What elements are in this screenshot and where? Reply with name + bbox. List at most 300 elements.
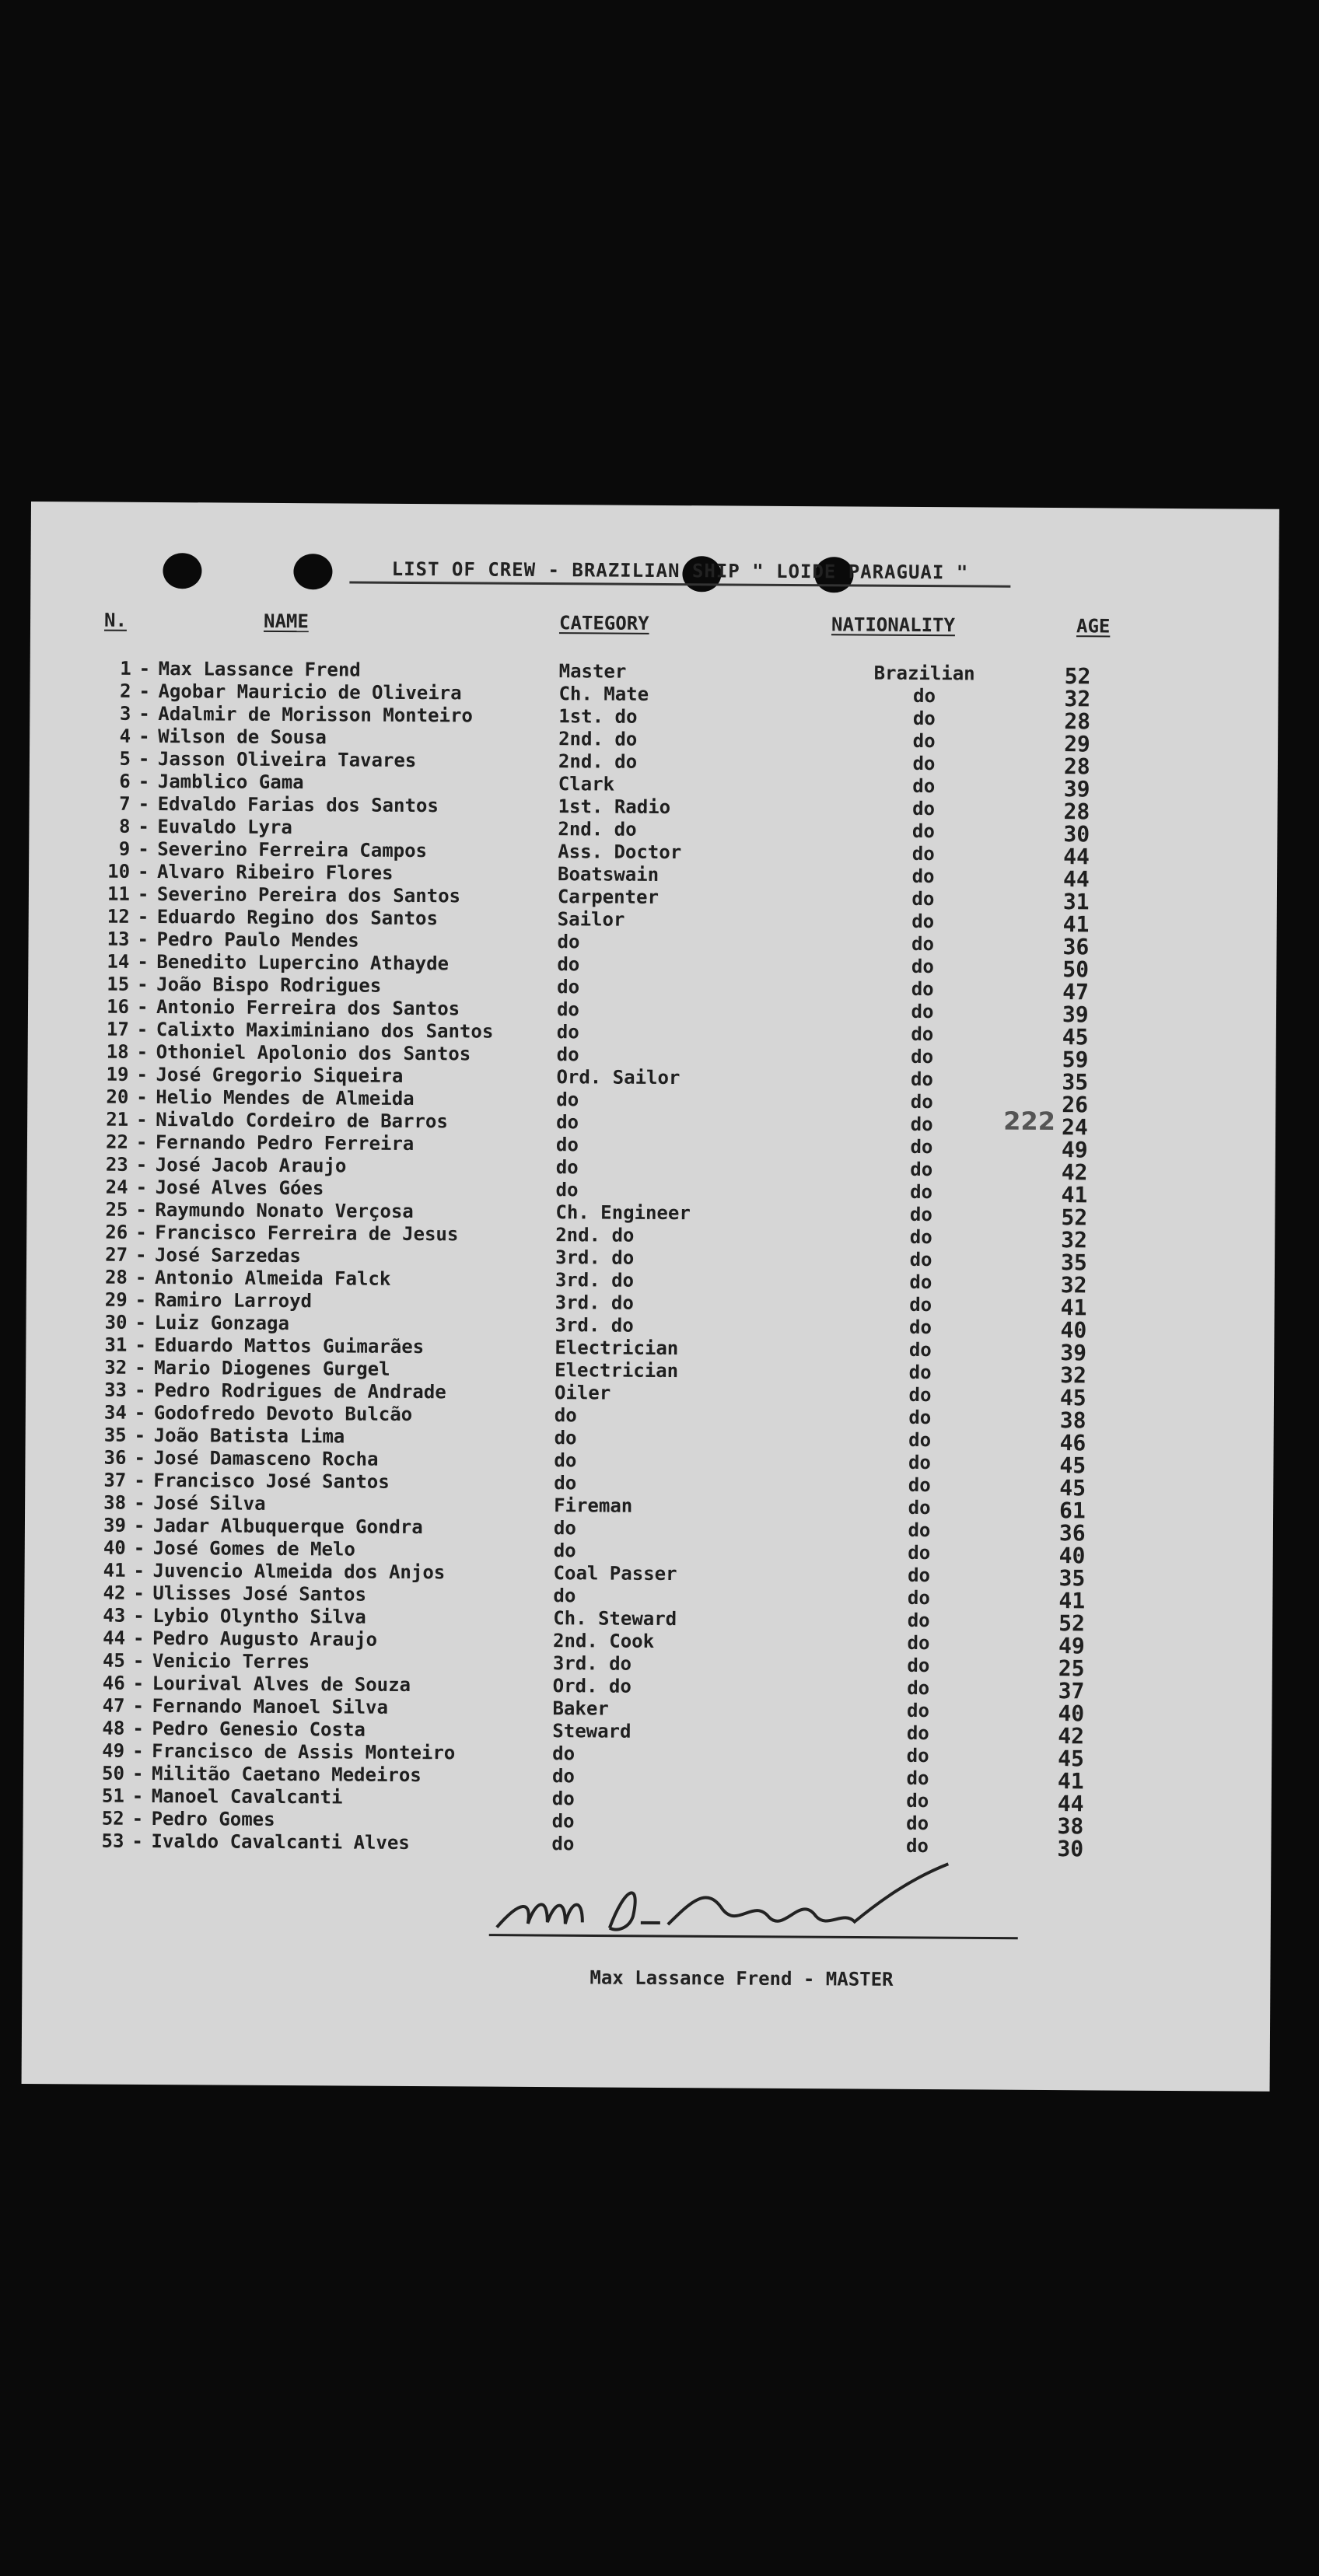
crew-nationality: do bbox=[906, 1744, 929, 1767]
crew-nationality: do bbox=[910, 1135, 933, 1159]
crew-age: 29 bbox=[1064, 731, 1090, 757]
crew-nationality: do bbox=[907, 1631, 930, 1655]
crew-nationality: do bbox=[908, 1406, 932, 1429]
crew-age: 45 bbox=[1062, 1024, 1089, 1050]
crew-age: 41 bbox=[1057, 1768, 1084, 1795]
crew-name: Adalmir de Morisson Monteiro bbox=[158, 703, 473, 727]
crew-number: 18 bbox=[106, 1040, 129, 1063]
crew-number: 47 bbox=[102, 1694, 125, 1717]
crew-age: 45 bbox=[1059, 1452, 1086, 1479]
crew-age: 61 bbox=[1058, 1498, 1086, 1524]
crew-age: 41 bbox=[1058, 1588, 1086, 1614]
crew-age: 31 bbox=[1062, 889, 1090, 915]
row-dash: - bbox=[137, 973, 149, 995]
crew-category: do bbox=[554, 1472, 577, 1494]
crew-number: 19 bbox=[106, 1063, 129, 1085]
crew-category: Sailor bbox=[557, 908, 625, 931]
crew-nationality: do bbox=[911, 887, 935, 911]
document-title: LIST OF CREW - BRAZILIAN SHIP " LOIDE PARAGUAI " bbox=[349, 558, 1010, 588]
crew-category: Master bbox=[558, 660, 627, 683]
crew-name: Wilson de Sousa bbox=[158, 725, 327, 749]
row-dash: - bbox=[136, 1085, 148, 1108]
crew-number: 24 bbox=[105, 1176, 128, 1198]
crew-age: 28 bbox=[1063, 799, 1090, 825]
crew-nationality: do bbox=[910, 1068, 934, 1091]
crew-number: 22 bbox=[105, 1131, 129, 1153]
crew-name: Jasson Oliveira Tavares bbox=[157, 748, 417, 772]
crew-number: 29 bbox=[104, 1288, 128, 1311]
crew-age: 40 bbox=[1058, 1700, 1085, 1727]
crew-number: 36 bbox=[103, 1446, 127, 1469]
row-dash: - bbox=[133, 1604, 145, 1627]
crew-category: 2nd. do bbox=[555, 1224, 635, 1246]
row-dash: - bbox=[135, 1221, 147, 1243]
crew-category: do bbox=[557, 931, 580, 953]
crew-age: 32 bbox=[1061, 1227, 1088, 1253]
crew-category: do bbox=[557, 953, 580, 976]
row-dash: - bbox=[135, 1131, 148, 1153]
crew-age: 42 bbox=[1061, 1159, 1088, 1186]
crew-name: Lourival Alves de Souza bbox=[152, 1672, 411, 1697]
crew-category: Ord. do bbox=[552, 1675, 632, 1697]
crew-age: 49 bbox=[1058, 1633, 1085, 1659]
crew-category: do bbox=[552, 1742, 576, 1765]
row-dash: - bbox=[135, 1266, 147, 1288]
crew-number: 8 bbox=[118, 815, 131, 837]
crew-category: do bbox=[557, 976, 580, 998]
crew-name: Nivaldo Cordeiro de Barros bbox=[156, 1108, 448, 1133]
crew-age: 47 bbox=[1062, 979, 1089, 1005]
row-dash: - bbox=[134, 1401, 146, 1424]
crew-age: 50 bbox=[1062, 956, 1090, 983]
crew-name: Pedro Paulo Mendes bbox=[156, 928, 359, 952]
header-nationality: NATIONALITY bbox=[831, 613, 956, 637]
crew-category: do bbox=[555, 1179, 579, 1201]
crew-category: 2nd. Cook bbox=[552, 1630, 655, 1652]
crew-age: 37 bbox=[1058, 1678, 1085, 1704]
crew-age: 40 bbox=[1060, 1317, 1087, 1344]
crew-name: Alvaro Ribeiro Flores bbox=[157, 860, 394, 884]
row-dash: - bbox=[132, 1649, 145, 1672]
crew-category: Baker bbox=[552, 1697, 609, 1720]
crew-nationality: do bbox=[907, 1609, 930, 1632]
crew-category: 3rd. do bbox=[555, 1269, 635, 1291]
crew-nationality: do bbox=[910, 1180, 933, 1204]
signer-name: Max Lassance Frend - MASTER bbox=[590, 1966, 894, 1991]
crew-age: 52 bbox=[1058, 1610, 1086, 1637]
crew-name: Raymundo Nonato Verçosa bbox=[155, 1198, 414, 1223]
punch-hole bbox=[163, 553, 201, 589]
crew-category: do bbox=[554, 1404, 577, 1427]
crew-number: 27 bbox=[105, 1243, 128, 1266]
crew-name: Helio Mendes de Almeida bbox=[156, 1085, 415, 1110]
row-dash: - bbox=[131, 1807, 144, 1830]
crew-name: Fernando Pedro Ferreira bbox=[155, 1131, 415, 1155]
crew-number: 15 bbox=[107, 973, 130, 995]
signature-image bbox=[474, 1854, 1019, 1950]
crew-nationality: do bbox=[911, 932, 935, 956]
crew-name: Fernando Manoel Silva bbox=[152, 1694, 389, 1718]
crew-nationality: do bbox=[908, 1316, 932, 1339]
row-dash: - bbox=[135, 1288, 147, 1311]
row-dash: - bbox=[138, 815, 149, 837]
row-dash: - bbox=[137, 883, 149, 905]
row-dash: - bbox=[132, 1717, 144, 1739]
crew-number: 33 bbox=[104, 1379, 128, 1401]
crew-name: Ramiro Larroyd bbox=[154, 1288, 313, 1312]
crew-age: 32 bbox=[1060, 1362, 1086, 1389]
row-dash: - bbox=[138, 792, 150, 815]
crew-nationality: do bbox=[906, 1767, 929, 1790]
crew-name: Francisco de Assis Monteiro bbox=[152, 1739, 456, 1764]
crew-category: Carpenter bbox=[557, 886, 660, 908]
crew-number: 6 bbox=[119, 770, 131, 792]
crew-category: do bbox=[553, 1540, 576, 1562]
row-dash: - bbox=[135, 1153, 148, 1176]
crew-number: 14 bbox=[107, 950, 130, 973]
crew-nationality: do bbox=[907, 1676, 930, 1700]
crew-name: Edvaldo Farias dos Santos bbox=[157, 793, 439, 817]
crew-number: 31 bbox=[104, 1333, 128, 1356]
crew-nationality: do bbox=[911, 865, 935, 888]
crew-age: 30 bbox=[1057, 1836, 1084, 1862]
crew-age: 36 bbox=[1058, 1520, 1086, 1547]
crew-age: 28 bbox=[1063, 753, 1090, 780]
crew-category: do bbox=[553, 1517, 576, 1540]
crew-name: Pedro Genesio Costa bbox=[152, 1717, 366, 1741]
crew-nationality: do bbox=[909, 1225, 932, 1249]
row-dash: - bbox=[138, 860, 149, 883]
crew-category: 3rd. do bbox=[552, 1652, 632, 1675]
crew-category: do bbox=[555, 1134, 579, 1156]
crew-age: 40 bbox=[1058, 1543, 1086, 1569]
crew-name: José Gregorio Siqueira bbox=[156, 1063, 404, 1087]
row-dash: - bbox=[132, 1627, 145, 1649]
crew-category: 3rd. do bbox=[555, 1314, 634, 1337]
crew-age: 35 bbox=[1058, 1565, 1086, 1592]
row-dash: - bbox=[137, 905, 149, 928]
crew-name: José Gomes de Melo bbox=[152, 1536, 355, 1561]
crew-name: Manoel Cavalcanti bbox=[151, 1784, 343, 1809]
crew-nationality: do bbox=[911, 910, 935, 933]
crew-age: 25 bbox=[1058, 1655, 1085, 1682]
crew-number: 5 bbox=[119, 747, 131, 770]
crew-age: 38 bbox=[1059, 1407, 1086, 1434]
crew-nationality: do bbox=[908, 1496, 931, 1519]
crew-category: Electrician bbox=[555, 1359, 679, 1382]
crew-number: 48 bbox=[102, 1717, 125, 1739]
crew-nationality: do bbox=[911, 955, 934, 978]
header-name: NAME bbox=[263, 610, 309, 633]
crew-nationality: Brazilian bbox=[873, 662, 975, 685]
crew-age: 28 bbox=[1064, 708, 1091, 735]
crew-category: do bbox=[556, 1089, 579, 1111]
crew-category: 2nd. do bbox=[558, 818, 637, 841]
crew-number: 20 bbox=[106, 1085, 129, 1108]
row-dash: - bbox=[132, 1672, 145, 1694]
crew-number: 37 bbox=[103, 1469, 127, 1491]
row-dash: - bbox=[134, 1469, 145, 1491]
crew-category: 1st. do bbox=[558, 705, 638, 728]
crew-age: 24 bbox=[1062, 1114, 1088, 1141]
crew-number: 11 bbox=[107, 883, 131, 905]
crew-category: do bbox=[554, 1449, 577, 1472]
crew-age: 38 bbox=[1057, 1813, 1084, 1840]
crew-name: Benedito Lupercino Athayde bbox=[156, 950, 450, 975]
crew-category: Coal Passer bbox=[553, 1562, 677, 1585]
crew-name: Lybio Olyntho Silva bbox=[152, 1604, 366, 1628]
crew-age: 26 bbox=[1062, 1092, 1089, 1118]
crew-category: Oiler bbox=[554, 1382, 611, 1404]
row-dash: - bbox=[133, 1582, 145, 1604]
crew-name: Ivaldo Cavalcanti Alves bbox=[151, 1830, 410, 1854]
crew-name: Eduardo Mattos Guimarães bbox=[154, 1333, 425, 1358]
crew-nationality: do bbox=[909, 1271, 932, 1294]
crew-name: Francisco Ferreira de Jesus bbox=[155, 1221, 459, 1246]
crew-age: 41 bbox=[1060, 1295, 1087, 1321]
row-dash: - bbox=[135, 1198, 147, 1221]
crew-category: do bbox=[556, 1043, 579, 1066]
crew-nationality: do bbox=[912, 707, 936, 730]
crew-nationality: do bbox=[911, 820, 935, 843]
row-dash: - bbox=[134, 1379, 146, 1401]
crew-category: do bbox=[551, 1788, 575, 1810]
crew-number: 3 bbox=[119, 702, 131, 725]
crew-number: 28 bbox=[104, 1266, 128, 1288]
crew-number: 40 bbox=[103, 1536, 126, 1559]
crew-number: 4 bbox=[119, 725, 131, 747]
crew-number: 49 bbox=[102, 1739, 125, 1762]
crew-number: 12 bbox=[107, 905, 130, 928]
row-dash: - bbox=[131, 1784, 144, 1807]
crew-age: 35 bbox=[1060, 1250, 1087, 1276]
crew-number: 44 bbox=[103, 1627, 126, 1649]
crew-age: 44 bbox=[1057, 1791, 1084, 1817]
crew-name: Calixto Maximiniano dos Santos bbox=[156, 1018, 494, 1043]
crew-age: 35 bbox=[1062, 1069, 1089, 1096]
crew-number: 16 bbox=[107, 995, 130, 1018]
crew-number: 38 bbox=[103, 1491, 127, 1514]
header-category: CATEGORY bbox=[558, 612, 649, 634]
crew-number: 51 bbox=[101, 1784, 124, 1807]
row-dash: - bbox=[131, 1830, 144, 1852]
crew-nationality: do bbox=[907, 1586, 930, 1610]
crew-name: Jamblico Gama bbox=[157, 771, 304, 794]
crew-category: Clark bbox=[558, 773, 615, 795]
crew-age: 46 bbox=[1059, 1430, 1086, 1456]
row-dash: - bbox=[137, 950, 149, 973]
crew-nationality: do bbox=[907, 1654, 930, 1677]
crew-category: do bbox=[551, 1765, 575, 1788]
row-dash: - bbox=[136, 995, 149, 1018]
row-dash: - bbox=[138, 837, 149, 860]
crew-name: Venicio Terres bbox=[152, 1649, 310, 1673]
crew-name: Euvaldo Lyra bbox=[157, 816, 292, 839]
row-dash: - bbox=[138, 657, 151, 680]
crew-category: do bbox=[556, 1111, 579, 1134]
crew-name: Militão Caetano Medeiros bbox=[151, 1762, 422, 1787]
crew-age: 45 bbox=[1059, 1385, 1086, 1411]
crew-name: Eduardo Regino dos Santos bbox=[156, 905, 439, 930]
row-dash: - bbox=[134, 1491, 145, 1514]
crew-number: 39 bbox=[103, 1514, 127, 1536]
crew-category: 3rd. do bbox=[555, 1291, 634, 1314]
row-dash: - bbox=[134, 1424, 146, 1446]
crew-category: do bbox=[555, 1156, 579, 1179]
header-no: N. bbox=[103, 609, 128, 631]
crew-age: 45 bbox=[1058, 1746, 1084, 1772]
crew-category: 1st. Radio bbox=[558, 795, 671, 819]
row-dash: - bbox=[134, 1446, 146, 1469]
crew-category: 2nd. do bbox=[558, 728, 638, 750]
row-dash: - bbox=[138, 770, 150, 792]
crew-age: 30 bbox=[1063, 821, 1090, 848]
crew-name: João Bispo Rodrigues bbox=[156, 973, 382, 997]
crew-nationality: do bbox=[911, 1000, 934, 1023]
crew-nationality: do bbox=[909, 1203, 932, 1226]
row-dash: - bbox=[136, 1063, 149, 1085]
crew-number: 7 bbox=[119, 792, 131, 815]
crew-number: 2 bbox=[119, 680, 131, 702]
header-age: AGE bbox=[1076, 615, 1111, 638]
crew-number: 50 bbox=[102, 1762, 125, 1784]
crew-age: 44 bbox=[1063, 844, 1090, 870]
crew-name: José Alves Góes bbox=[155, 1176, 324, 1200]
crew-name: Pedro Rodrigues de Andrade bbox=[153, 1379, 446, 1403]
row-dash: - bbox=[138, 702, 150, 725]
row-dash: - bbox=[135, 1176, 148, 1198]
row-dash: - bbox=[135, 1243, 147, 1266]
crew-name: Agobar Mauricio de Oliveira bbox=[158, 680, 462, 704]
crew-name: Godofredo Devoto Bulcão bbox=[153, 1401, 413, 1426]
crew-nationality: do bbox=[911, 842, 935, 865]
crew-number: 1 bbox=[120, 657, 131, 680]
crew-age: 44 bbox=[1062, 866, 1090, 893]
row-dash: - bbox=[133, 1514, 145, 1536]
crew-number: 45 bbox=[102, 1649, 125, 1672]
crew-nationality: do bbox=[912, 797, 936, 820]
crew-name: Antonio Almeida Falck bbox=[154, 1266, 391, 1290]
crew-age: 52 bbox=[1064, 663, 1091, 690]
crew-name: Severino Ferreira Campos bbox=[157, 837, 428, 862]
crew-nationality: do bbox=[912, 752, 936, 775]
row-dash: - bbox=[132, 1694, 145, 1717]
crew-age: 52 bbox=[1061, 1204, 1088, 1231]
crew-name: Severino Pereira dos Santos bbox=[156, 883, 461, 907]
row-dash: - bbox=[136, 1018, 149, 1040]
crew-category: Ord. Sailor bbox=[556, 1066, 680, 1089]
crew-age: 39 bbox=[1060, 1340, 1087, 1366]
crew-age: 32 bbox=[1060, 1272, 1087, 1298]
crew-category: do bbox=[556, 1021, 579, 1043]
crew-age: 39 bbox=[1062, 1001, 1089, 1028]
crew-nationality: do bbox=[909, 1293, 932, 1316]
row-dash: - bbox=[138, 725, 150, 747]
crew-nationality: do bbox=[906, 1789, 929, 1812]
crew-category: Ass. Doctor bbox=[558, 841, 682, 864]
crew-name: Antonio Ferreira dos Santos bbox=[156, 995, 460, 1020]
crew-name: José Jacob Araujo bbox=[155, 1153, 347, 1177]
crew-number: 32 bbox=[104, 1356, 128, 1379]
crew-age: 32 bbox=[1064, 686, 1091, 712]
crew-nationality: do bbox=[910, 1090, 933, 1113]
crew-age: 45 bbox=[1059, 1475, 1086, 1501]
crew-nationality: do bbox=[908, 1473, 931, 1497]
crew-name: Max Lassance Frend bbox=[158, 658, 361, 681]
crew-number: 53 bbox=[101, 1830, 124, 1852]
row-dash: - bbox=[133, 1559, 145, 1582]
crew-number: 13 bbox=[107, 928, 130, 950]
crew-category: Ch. Steward bbox=[553, 1607, 677, 1631]
crew-name: Jadar Albuquerque Gondra bbox=[152, 1514, 423, 1539]
crew-nationality: do bbox=[908, 1428, 932, 1452]
crew-number: 41 bbox=[103, 1559, 126, 1582]
crew-nationality: do bbox=[912, 729, 936, 753]
row-dash: - bbox=[136, 1108, 148, 1131]
crew-nationality: do bbox=[911, 1022, 934, 1046]
crew-number: 25 bbox=[105, 1198, 128, 1221]
crew-nationality: do bbox=[912, 774, 936, 798]
crew-nationality: do bbox=[906, 1721, 929, 1745]
crew-nationality: do bbox=[910, 1158, 933, 1181]
row-dash: - bbox=[137, 928, 149, 950]
crew-nationality: do bbox=[905, 1834, 929, 1858]
crew-name: José Sarzedas bbox=[154, 1243, 302, 1267]
row-dash: - bbox=[136, 1040, 149, 1063]
row-dash: - bbox=[132, 1739, 144, 1762]
row-dash: - bbox=[138, 747, 150, 770]
crew-nationality: do bbox=[906, 1699, 930, 1722]
crew-age: 41 bbox=[1062, 911, 1090, 938]
crew-name: José Silva bbox=[153, 1491, 266, 1515]
document-page bbox=[22, 502, 1279, 2092]
crew-age: 39 bbox=[1063, 776, 1090, 802]
crew-category: Steward bbox=[552, 1720, 632, 1742]
crew-name: João Batista Lima bbox=[153, 1424, 345, 1448]
crew-nationality: do bbox=[908, 1361, 932, 1384]
crew-category: do bbox=[551, 1833, 575, 1855]
crew-age: 49 bbox=[1061, 1137, 1088, 1163]
crew-category: 3rd. do bbox=[555, 1246, 635, 1269]
crew-nationality: do bbox=[911, 977, 934, 1001]
crew-name: Pedro Gomes bbox=[151, 1807, 275, 1830]
crew-nationality: do bbox=[912, 684, 936, 708]
crew-category: Electrician bbox=[555, 1337, 679, 1360]
crew-number: 23 bbox=[105, 1153, 128, 1176]
crew-number: 17 bbox=[106, 1018, 129, 1040]
crew-name: Luiz Gonzaga bbox=[154, 1311, 290, 1335]
crew-nationality: do bbox=[908, 1383, 932, 1407]
crew-nationality: do bbox=[908, 1564, 931, 1587]
punch-hole bbox=[293, 554, 332, 589]
crew-category: do bbox=[551, 1810, 575, 1833]
crew-name: Othoniel Apolonio dos Santos bbox=[156, 1040, 471, 1065]
crew-name: José Damasceno Rocha bbox=[153, 1446, 379, 1470]
crew-age: 59 bbox=[1062, 1047, 1089, 1073]
crew-name: Francisco José Santos bbox=[153, 1469, 390, 1493]
crew-name: Juvencio Almeida dos Anjos bbox=[152, 1559, 446, 1584]
row-dash: - bbox=[135, 1333, 146, 1356]
crew-number: 10 bbox=[107, 860, 131, 883]
crew-number: 42 bbox=[103, 1582, 126, 1604]
crew-category: Ch. Engineer bbox=[555, 1201, 691, 1225]
crew-nationality: do bbox=[908, 1541, 931, 1564]
row-dash: - bbox=[133, 1536, 145, 1559]
crew-nationality: do bbox=[908, 1338, 932, 1361]
page-number: 222 bbox=[1003, 1106, 1056, 1137]
crew-name: Pedro Augusto Araujo bbox=[152, 1627, 378, 1651]
crew-nationality: do bbox=[906, 1812, 929, 1835]
